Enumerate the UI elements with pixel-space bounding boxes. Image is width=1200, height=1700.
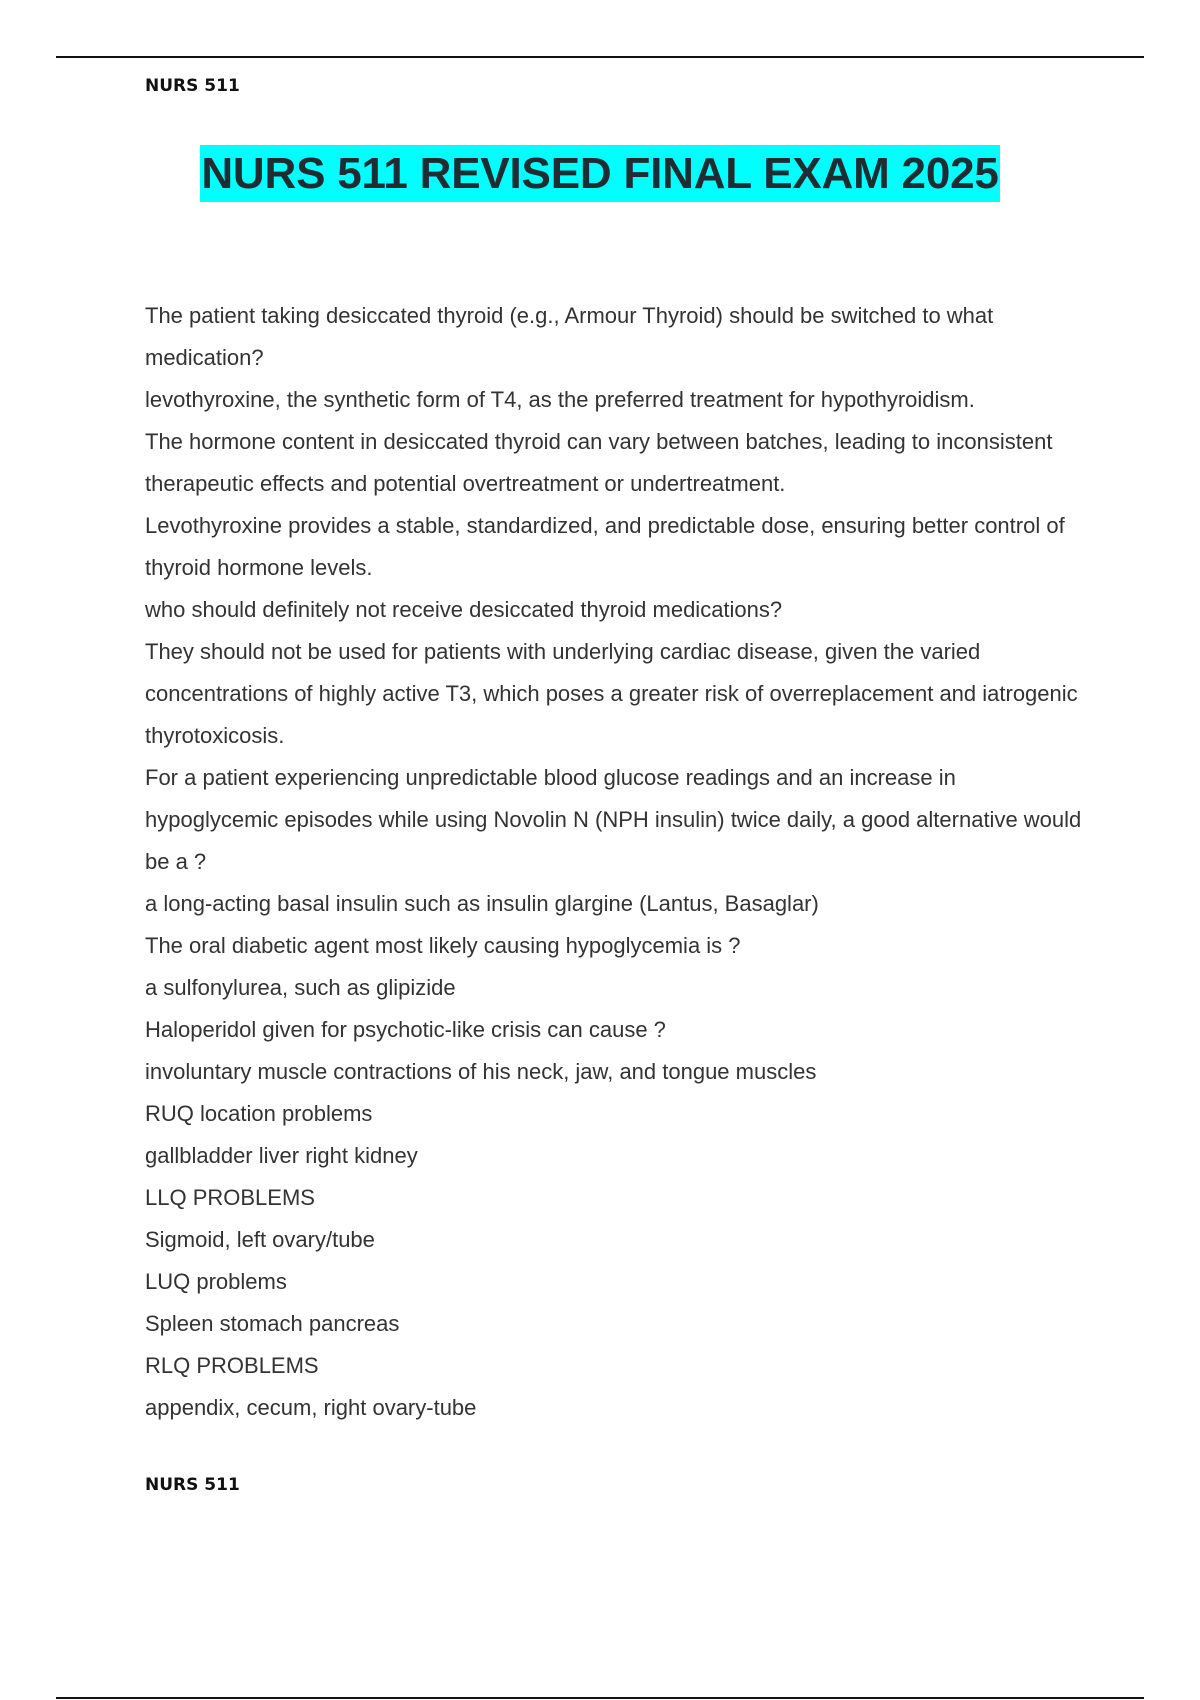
- footer-course-label: NURS 511: [145, 1475, 240, 1495]
- answer-line: appendix, cecum, right ovary-tube: [145, 1395, 477, 1420]
- answer-line: Sigmoid, left ovary/tube: [145, 1227, 375, 1252]
- bottom-rule: [56, 1697, 1144, 1699]
- document-title: NURS 511 REVISED FINAL EXAM 2025: [200, 145, 999, 202]
- question-line: RUQ location problems: [145, 1101, 373, 1126]
- question-line: LUQ problems: [145, 1269, 287, 1294]
- answer-line: Spleen stomach pancreas: [145, 1311, 400, 1336]
- title-wrapper: [0, 145, 1200, 202]
- top-rule: [56, 56, 1144, 58]
- question-line: The oral diabetic agent most likely causing hypoglycemia is ?: [145, 933, 741, 958]
- question-line: LLQ PROBLEMS: [145, 1185, 315, 1210]
- header-course-label: NURS 511: [145, 76, 240, 96]
- answer-line: a long-acting basal insulin such as insulin glargine (Lantus, Basaglar): [145, 891, 819, 916]
- question-line: Haloperidol given for psychotic-like crisis can cause ?: [145, 1017, 666, 1042]
- answer-line: They should not be used for patients with underlying cardiac disease, given the varied concentrations of highly active T3, which poses a greater risk of overreplacement and iatrogenic thyrotoxicosis.: [145, 639, 1078, 748]
- question-line: who should definitely not receive desiccated thyroid medications?: [145, 597, 783, 622]
- answer-line: Levothyroxine provides a stable, standardized, and predictable dose, ensuring better control of thyroid hormone levels.: [145, 513, 1065, 580]
- answer-line: a sulfonylurea, such as glipizide: [145, 975, 456, 1000]
- answer-line: levothyroxine, the synthetic form of T4, as the preferred treatment for hypothyroidism.: [145, 387, 975, 412]
- answer-line: gallbladder liver right kidney: [145, 1143, 418, 1168]
- question-line: For a patient experiencing unpredictable blood glucose readings and an increase in hypoglycemic episodes while using Novolin N (NPH insulin) twice daily, a good alternative would be a ?: [145, 765, 1082, 874]
- question-line: The patient taking desiccated thyroid (e.g., Armour Thyroid) should be switched to what medication?: [145, 303, 994, 370]
- answer-line: The hormone content in desiccated thyroid can vary between batches, leading to inconsistent therapeutic effects and potential overtreatment or undertreatment.: [145, 429, 1053, 496]
- answer-line: involuntary muscle contractions of his neck, jaw, and tongue muscles: [145, 1059, 817, 1084]
- question-line: RLQ PROBLEMS: [145, 1353, 319, 1378]
- document-body: [145, 295, 1095, 1429]
